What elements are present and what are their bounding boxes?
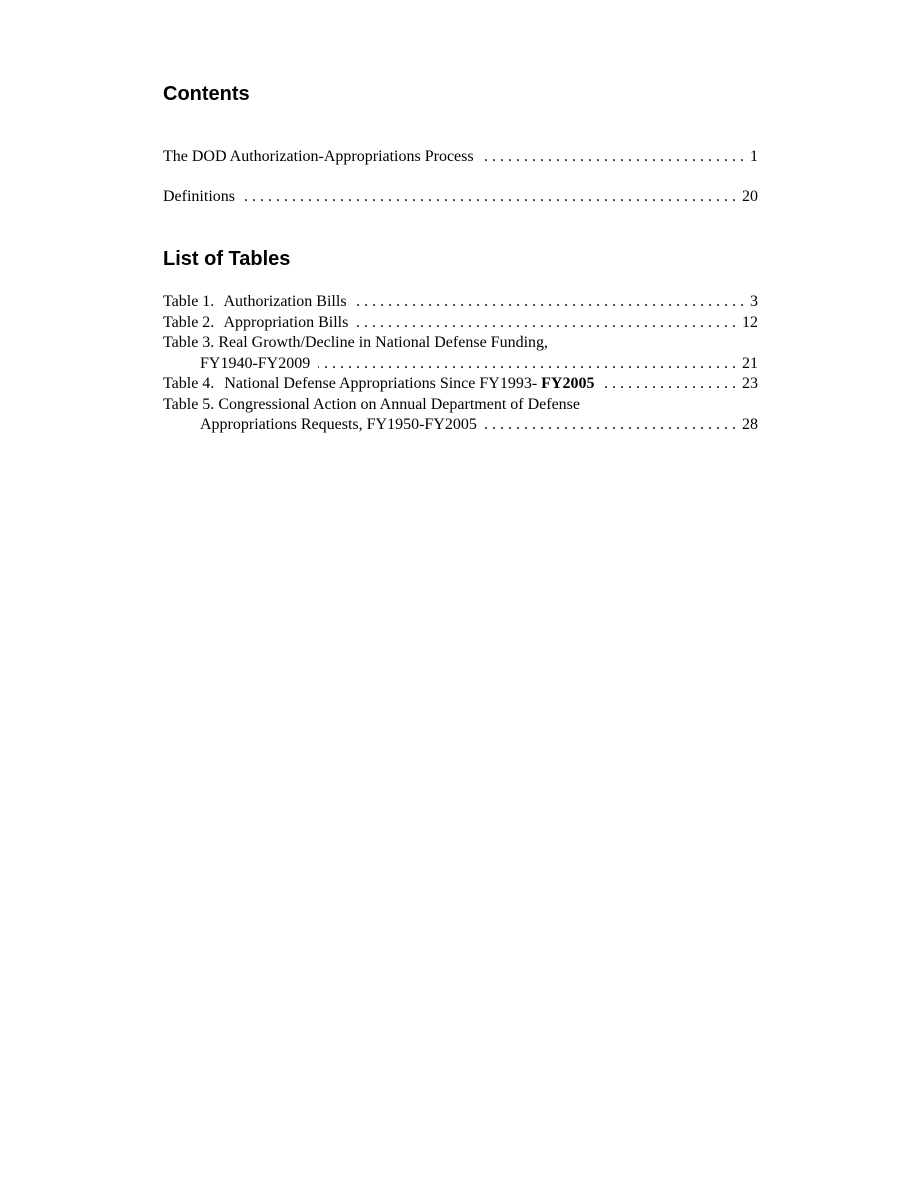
table-number: Table 5. — [163, 395, 215, 413]
tables-list — [163, 292, 758, 436]
table-title: Authorization Bills — [223, 293, 347, 310]
table-title-bold: FY2005 — [541, 375, 595, 392]
toc-entry-page: 20 — [742, 188, 758, 205]
table-entry[interactable] — [163, 313, 758, 334]
table-title-line2: Appropriations Requests, FY1950-FY2005 — [200, 416, 477, 433]
list-of-tables-heading: List of Tables — [163, 248, 291, 270]
table-page: 12 — [742, 313, 758, 331]
dot-leader — [602, 374, 736, 395]
dot-leader — [243, 187, 736, 208]
table-entry[interactable] — [163, 333, 758, 374]
table-title: National Defense Appropriations Since FY1993- — [224, 375, 538, 392]
table-page: 21 — [742, 354, 758, 372]
toc-entry[interactable] — [163, 187, 758, 208]
table-number: Table 4. — [163, 375, 215, 392]
toc-entry-title: The DOD Authorization-Appropriations Process — [163, 148, 474, 165]
table-number: Table 2. — [163, 313, 215, 331]
table-entry[interactable] — [163, 292, 758, 313]
table-entry[interactable] — [163, 395, 758, 436]
table-page: 28 — [742, 416, 758, 433]
dot-leader — [356, 313, 736, 334]
table-number: Table 3. — [163, 334, 215, 351]
table-title-line1: Real Growth/Decline in National Defense Funding, — [218, 334, 549, 351]
contents-list — [163, 187, 758, 208]
dot-leader — [318, 354, 736, 375]
table-page: 3 — [750, 293, 758, 310]
table-page: 23 — [742, 375, 758, 392]
toc-entry-page: 1 — [750, 148, 758, 165]
table-entry[interactable] — [163, 374, 758, 395]
contents-list — [163, 147, 758, 168]
table-title: Appropriation Bills — [223, 313, 349, 331]
dot-leader — [485, 415, 736, 436]
table-number: Table 1. — [163, 293, 215, 310]
dot-leader — [482, 147, 744, 168]
table-title-line1: Congressional Action on Annual Department of Defense — [218, 395, 581, 413]
dot-leader — [355, 292, 744, 313]
toc-entry-title: Definitions — [163, 188, 235, 205]
table-title-line2: FY1940-FY2009 — [200, 354, 311, 372]
contents-heading: Contents — [163, 83, 250, 105]
toc-entry[interactable] — [163, 147, 758, 168]
